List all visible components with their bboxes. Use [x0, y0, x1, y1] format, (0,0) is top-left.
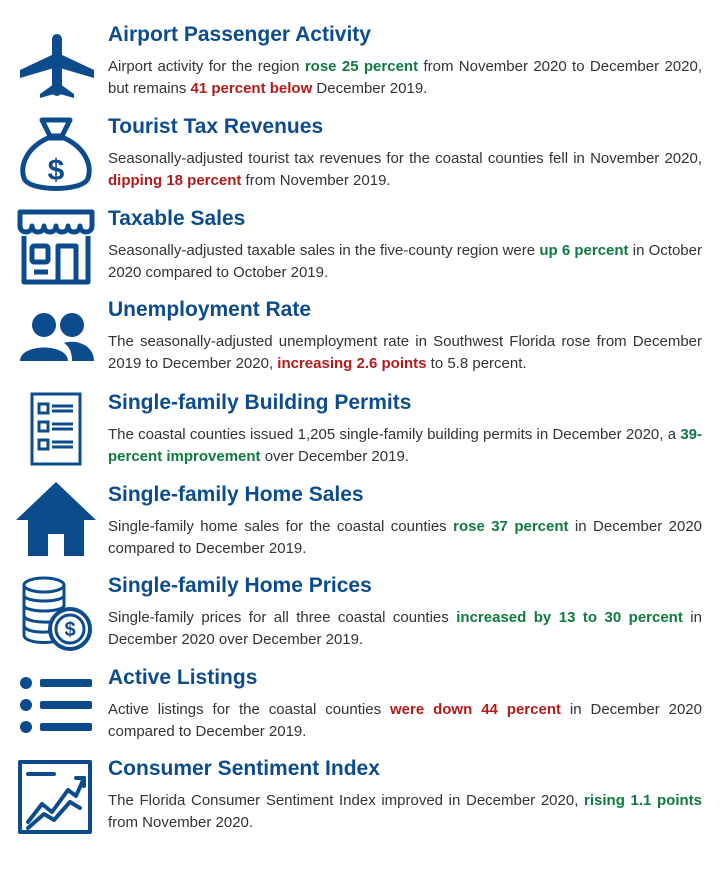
highlight-decrease: were down 44 percent	[390, 701, 561, 718]
svg-text:$: $	[47, 154, 65, 187]
trend-chart-icon	[14, 756, 98, 840]
highlight-increase: rising 1.1 points	[584, 792, 702, 809]
item-description: Seasonally-adjusted tourist tax revenues for the coastal counties fell in November 2020, dipping 18 percent from November 2019.	[108, 150, 702, 189]
item-title: Airport Passenger Activity	[108, 23, 371, 46]
item-title: Single-family Building Permits	[108, 391, 412, 414]
highlight-increase: 39-percent improvement	[108, 426, 702, 465]
item-description: The Florida Consumer Sentiment Index improved in December 2020, rising 1.1 points from November 2020.	[108, 792, 702, 831]
highlight-increase: increased by 13 to 30 percent	[456, 609, 683, 626]
airplane-icon	[14, 22, 98, 106]
highlight-decrease: 41 percent below	[190, 80, 313, 97]
item-title: Single-family Home Prices	[108, 574, 372, 597]
highlight-increase: rose 37 percent	[453, 518, 569, 535]
item-description: Airport activity for the region rose 25 percent from November 2020 to December 2020, but remains 41 percent below December 2019.	[108, 58, 702, 97]
list-icon	[14, 665, 98, 749]
storefront-icon	[14, 206, 98, 290]
highlight-increase: rose 25 percent	[304, 58, 419, 75]
item-title: Taxable Sales	[108, 207, 246, 230]
money-bag-icon	[14, 114, 98, 198]
house-icon	[14, 482, 98, 566]
svg-text:$: $	[64, 619, 76, 641]
item-title: Single-family Home Sales	[108, 483, 364, 506]
highlight-increase-negative: increasing 2.6 points	[277, 355, 427, 372]
item-title: Consumer Sentiment Index	[108, 757, 380, 780]
item-title: Unemployment Rate	[108, 298, 312, 321]
coins-icon	[14, 573, 98, 657]
item-description: Active listings for the coastal counties were down 44 percent in December 2020 compared to December 2019.	[108, 701, 702, 740]
highlight-decrease: dipping 18 percent	[108, 172, 242, 189]
item-description: Single-family home sales for the coastal counties rose 37 percent in December 2020 compared to December 2019.	[108, 518, 703, 557]
people-icon	[14, 297, 98, 381]
highlight-increase: up 6 percent	[539, 242, 629, 259]
item-description: Single-family prices for all three coastal counties increased by 13 to 30 percent in December 2020 over December 2019.	[108, 609, 702, 648]
item-description: Seasonally-adjusted taxable sales in the five-county region were up 6 percent in October 2020 compared to October 2019.	[108, 242, 702, 281]
item-title: Tourist Tax Revenues	[108, 115, 324, 138]
item-title: Active Listings	[108, 666, 258, 689]
document-checklist-icon	[14, 390, 98, 474]
item-description: The seasonally-adjusted unemployment rate in Southwest Florida rose from December 2019 to December 2020, increasing 2.6 points to 5.8 percent.	[108, 333, 702, 372]
item-description: The coastal counties issued 1,205 single-family building permits in December 2020, a 39-percent improvement over December 2019.	[108, 426, 702, 465]
